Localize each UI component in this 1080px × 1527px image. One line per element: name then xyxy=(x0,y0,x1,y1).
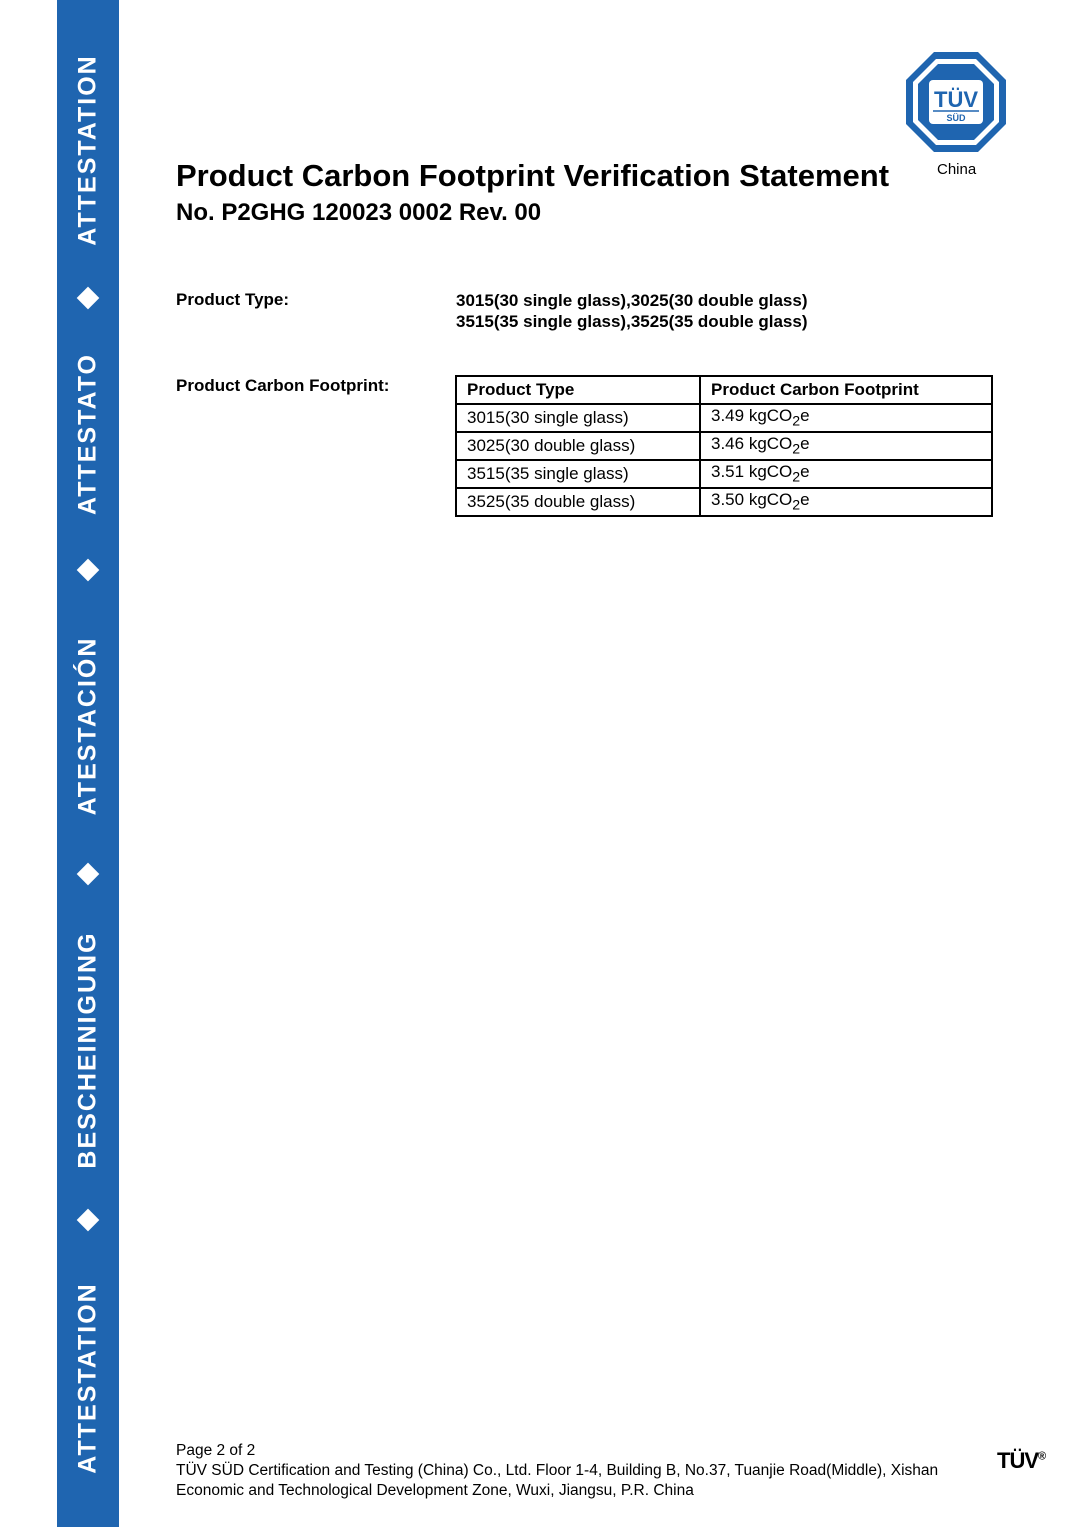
logo-region: China xyxy=(937,161,977,178)
company-address-line: TÜV SÜD Certification and Testing (China) Co., Ltd. Floor 1-4, Building B, No.37, Tuanjie Road(Middle), Xishan xyxy=(176,1462,939,1479)
pcf-table xyxy=(455,375,993,517)
table-row xyxy=(456,460,992,488)
table-row xyxy=(456,432,992,460)
pcf-label: Product Carbon Footprint: xyxy=(176,376,390,395)
footer xyxy=(176,1441,938,1501)
cell-product-type: 3025(30 double glass) xyxy=(456,432,700,460)
diamond-icon xyxy=(77,559,100,582)
column-header-pcf: Product Carbon Footprint xyxy=(700,376,992,404)
statement-title: Product Carbon Footprint Verification Statement xyxy=(176,158,890,193)
cell-pcf-value: 3.51 kgCO$_2$e xyxy=(700,460,992,488)
attestation-sideband xyxy=(57,0,119,1527)
product-type-values xyxy=(456,290,808,332)
product-type-label: Product Type: xyxy=(176,290,290,309)
cell-product-type: 3525(35 double glass) xyxy=(456,488,700,516)
diamond-icon xyxy=(77,1209,100,1232)
product-type-line: 3515(35 single glass),3525(35 double glass) xyxy=(456,312,808,331)
sideband-word-attestation: ATTESTATION xyxy=(73,54,102,246)
sideband-word-attestation-bottom: ATTESTATION xyxy=(73,1282,102,1474)
product-type-line: 3015(30 single glass),3025(30 double glass) xyxy=(456,291,808,310)
page-number: Page 2 of 2 xyxy=(176,1442,256,1459)
cell-product-type: 3515(35 single glass) xyxy=(456,460,700,488)
diamond-icon xyxy=(77,863,100,886)
cell-pcf-value: 3.49 kgCO$_2$e xyxy=(700,404,992,432)
cell-pcf-value: 3.50 kgCO$_2$e xyxy=(700,488,992,516)
cell-pcf-value: 3.46 kgCO$_2$e xyxy=(700,432,992,460)
table-header-row xyxy=(456,376,992,404)
table-row xyxy=(456,404,992,432)
statement-number: No. P2GHG 120023 0002 Rev. 00 xyxy=(176,199,542,226)
logo-subtext: SÜD xyxy=(946,113,966,123)
tuv-sud-logo xyxy=(904,50,1008,154)
diamond-icon xyxy=(77,287,100,310)
footer-tuv-brand: TÜV® xyxy=(997,1448,1047,1473)
sideband-word-bescheinigung: BESCHEINIGUNG xyxy=(73,931,102,1169)
column-header-product-type: Product Type xyxy=(456,376,700,404)
logo-text: TÜV xyxy=(934,87,978,112)
company-address-line: Economic and Technological Development Zone, Wuxi, Jiangsu, P.R. China xyxy=(176,1482,694,1499)
sideband-word-attestato: ATTESTATO xyxy=(73,353,102,515)
cell-product-type: 3015(30 single glass) xyxy=(456,404,700,432)
table-row xyxy=(456,488,992,516)
sideband-word-atestacion: ATESTACIÓN xyxy=(73,636,102,816)
